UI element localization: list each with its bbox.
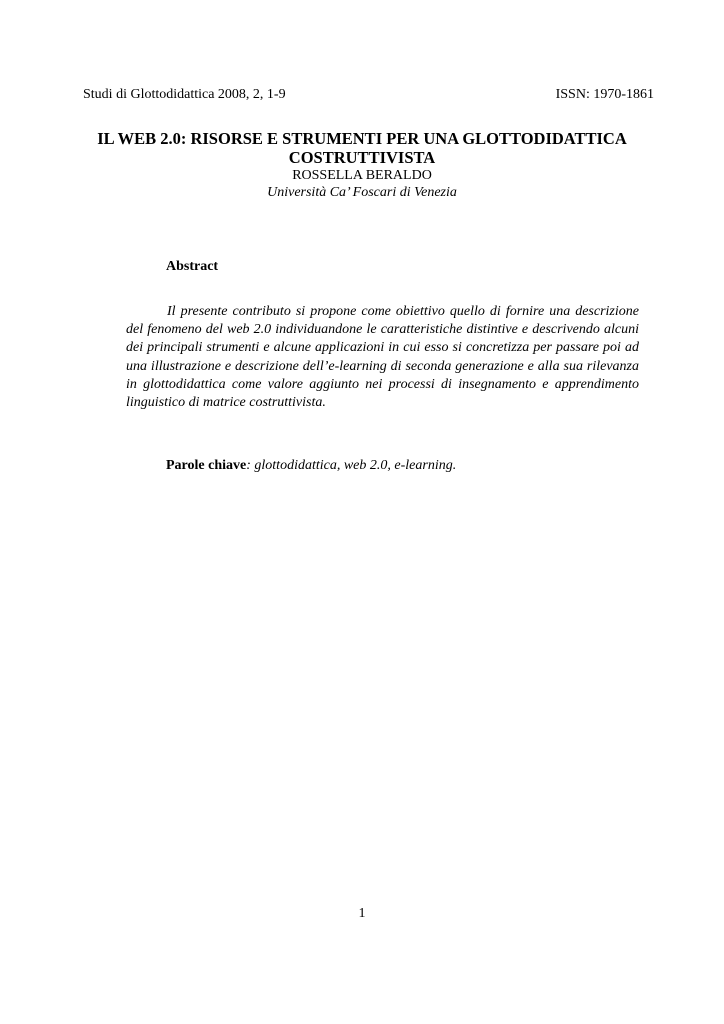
author-affiliation: Università Ca’ Foscari di Venezia [267, 185, 457, 200]
keywords [166, 457, 456, 475]
title-block [60, 129, 664, 202]
issn: ISSN: 1970-1861 [555, 87, 654, 102]
abstract-heading: Abstract [166, 259, 219, 274]
author-name: ROSSELLA BERALDO [292, 168, 432, 183]
keywords-label: Parole chiave [166, 458, 247, 473]
article-title-line-2: COSTRUTTIVISTA [288, 148, 436, 167]
page-number: 1 [358, 906, 366, 921]
abstract-text: Il presente contributo si propone come obiettivo quello di fornire una descrizione del fenomeno del web 2.0 individuandone le caratteristiche distintive e descrivendo alcuni dei principali strumenti e alcune applicazioni in cui esso si concretizza per passare poi ad una illustrazione e descrizione dell’e-learning di seconda generazione e alla sua rilevanza in glottodidattica come valore aggiunto nei processi di insegnamento e apprendimento linguistico di matrice costruttivista. [126, 304, 639, 411]
journal-citation: Studi di Glottodidattica 2008, 2, 1-9 [83, 87, 286, 102]
article-title-line-1: IL WEB 2.0: RISORSE E STRUMENTI PER UNA GLOTTODIDATTICA [97, 129, 627, 148]
keywords-value: : glottodidattica, web 2.0, e-learning. [246, 458, 457, 473]
